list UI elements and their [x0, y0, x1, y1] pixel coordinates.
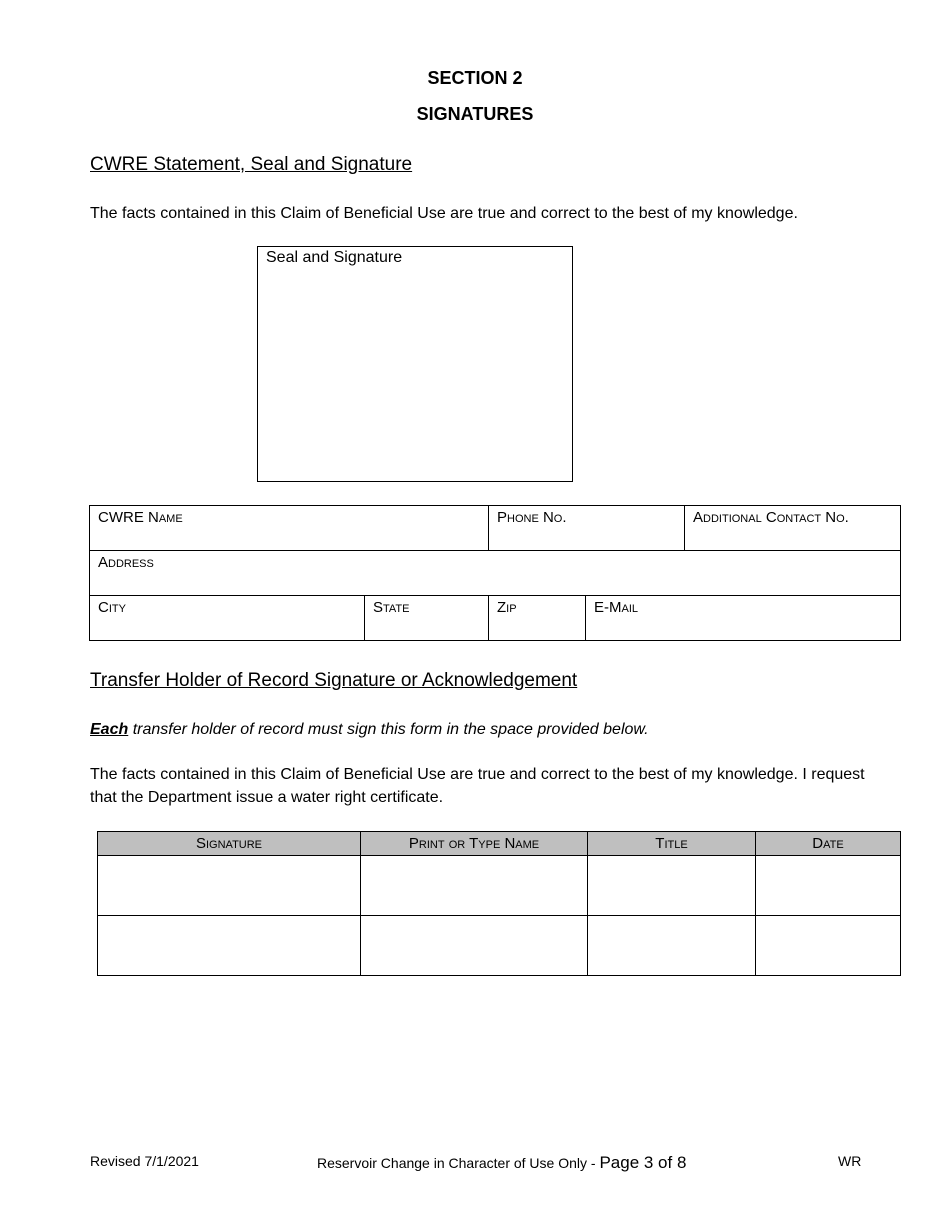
footer-page-number: Page 3 of 8	[599, 1153, 687, 1172]
instruction-emphasis: Each	[90, 721, 129, 738]
section-title: SIGNATURES	[416, 104, 534, 124]
phone-label: Phone No.	[497, 509, 567, 526]
zip-field[interactable]	[489, 596, 586, 641]
signature-column-header: Signature	[98, 832, 361, 856]
signature-table	[97, 831, 901, 976]
title-column-header: Title	[588, 832, 756, 856]
title-cell[interactable]	[588, 916, 756, 976]
footer-doc-title	[317, 1153, 686, 1173]
address-label: Address	[98, 554, 154, 571]
additional-contact-label: Additional Contact No.	[693, 509, 849, 526]
date-cell[interactable]	[756, 916, 901, 976]
transfer-heading: Transfer Holder of Record Signature or Acknowledgement	[90, 670, 578, 691]
cwre-heading: CWRE Statement, Seal and Signature	[90, 154, 413, 175]
name-column-header: Print or Type Name	[361, 832, 588, 856]
zip-label: Zip	[497, 599, 517, 616]
table-row	[98, 856, 901, 916]
signature-cell[interactable]	[98, 916, 361, 976]
section-number: SECTION 2	[427, 68, 523, 88]
date-column-header: Date	[756, 832, 901, 856]
state-label: State	[373, 599, 410, 616]
address-field[interactable]	[90, 551, 901, 596]
city-label: City	[98, 599, 126, 616]
cwre-statement: The facts contained in this Claim of Beneficial Use are true and correct to the best of my knowledge.	[90, 205, 798, 222]
state-field[interactable]	[365, 596, 489, 641]
footer-revised: Revised 7/1/2021	[90, 1153, 199, 1169]
city-field[interactable]	[90, 596, 365, 641]
seal-signature-label: Seal and Signature	[266, 249, 403, 266]
cwre-name-field[interactable]	[90, 506, 489, 551]
footer-doc-name: Reservoir Change in Character of Use Only -	[317, 1155, 600, 1171]
cwre-contact-table	[89, 505, 901, 641]
additional-contact-field[interactable]	[685, 506, 901, 551]
transfer-statement: The facts contained in this Claim of Beneficial Use are true and correct to the best of my knowledge. I request that the Department issue a water right certificate.	[90, 766, 865, 806]
footer-code: WR	[838, 1153, 862, 1169]
name-cell[interactable]	[361, 916, 588, 976]
seal-signature-box[interactable]	[257, 246, 573, 482]
email-field[interactable]	[586, 596, 901, 641]
instruction-text: transfer holder of record must sign this form in the space provided below.	[128, 721, 649, 738]
date-cell[interactable]	[756, 856, 901, 916]
cwre-name-label: CWRE Name	[98, 509, 183, 526]
transfer-instruction	[90, 718, 880, 741]
email-label: E-Mail	[594, 599, 639, 616]
phone-field[interactable]	[489, 506, 685, 551]
signature-cell[interactable]	[98, 856, 361, 916]
name-cell[interactable]	[361, 856, 588, 916]
title-cell[interactable]	[588, 856, 756, 916]
table-row	[98, 916, 901, 976]
